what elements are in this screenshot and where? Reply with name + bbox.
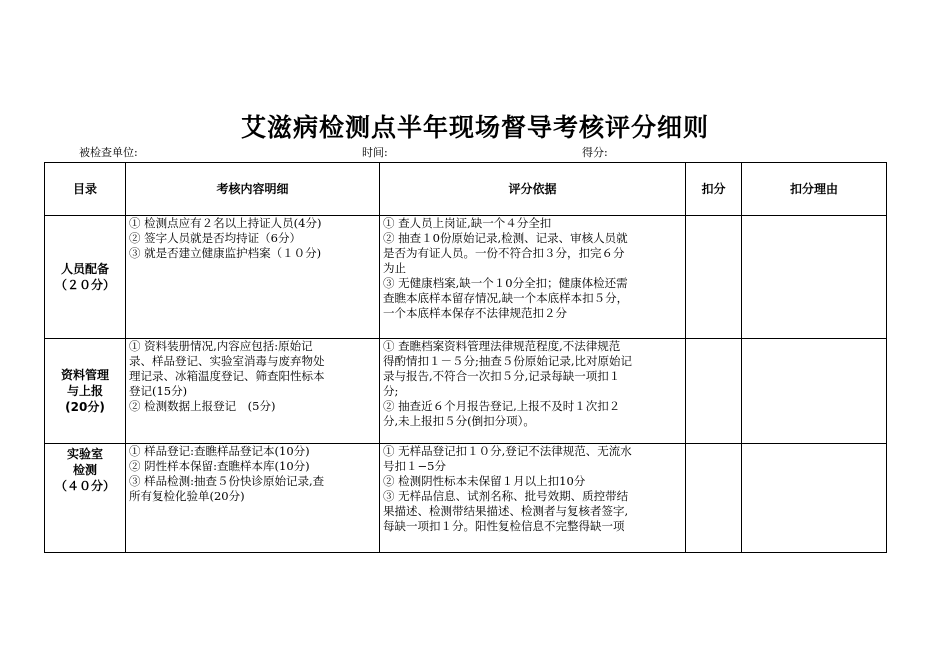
time-label: 时间: xyxy=(362,146,388,159)
content-line: ① 检测点应有２名以上持证人员(4分) xyxy=(129,216,322,230)
category-cell xyxy=(45,339,126,444)
header-directory: 目录 xyxy=(45,163,126,216)
category-line: （２０分） xyxy=(54,278,115,292)
content-line: 录、样品登记、实验室消毒与废弃物处 xyxy=(129,354,325,368)
header-content: 考核内容明细 xyxy=(126,163,380,216)
deduct-cell[interactable] xyxy=(686,339,742,444)
scoring-table xyxy=(44,162,887,553)
table-row xyxy=(45,444,887,553)
table-row xyxy=(45,339,887,444)
content-line: ② 阴性样本保留:查瞧样本库(10分) xyxy=(129,459,310,473)
basis-cell xyxy=(380,216,686,339)
table-header-row xyxy=(45,163,887,216)
header-basis: 评分依据 xyxy=(380,163,686,216)
content-cell xyxy=(126,216,380,339)
basis-line: ① 查瞧档案资料管理法律规范程度,不法律规范 xyxy=(383,339,621,353)
content-cell xyxy=(126,444,380,553)
reason-cell[interactable] xyxy=(742,339,887,444)
basis-cell xyxy=(380,444,686,553)
category-cell xyxy=(45,444,126,553)
basis-line: ① 无样品登记扣１０分,登记不法律规范、无流水 xyxy=(383,444,632,458)
content-cell xyxy=(126,339,380,444)
basis-line: ② 抽查近６个月报告登记,上报不及时１次扣２ xyxy=(383,399,621,413)
basis-line: ③ 无样品信息、试剂名称、批号效期、质控带结 xyxy=(383,489,629,503)
content-line: 所有复检化验单(20分) xyxy=(129,489,245,503)
reason-cell[interactable] xyxy=(742,444,887,553)
basis-line: ③ 无健康档案,缺一个１0分全扣；健康体检还需 xyxy=(383,276,628,290)
basis-line: 一个本底样本保存不法律规范扣２分 xyxy=(383,306,567,320)
basis-line: 查瞧本底样本留存情况,缺一个本底样本扣５分， xyxy=(383,291,629,305)
deduct-cell[interactable] xyxy=(686,216,742,339)
basis-line: 是否为有证人员。一份不符合扣３分，扣完６分 xyxy=(383,246,625,260)
reason-cell[interactable] xyxy=(742,216,887,339)
deduct-cell[interactable] xyxy=(686,444,742,553)
basis-line: ② 检测阴性标本未保留１月以上扣10分 xyxy=(383,474,586,488)
category-line: 与上报 xyxy=(66,384,103,398)
basis-line: ① 查人员上岗证,缺一个４分全扣 xyxy=(383,216,552,230)
content-line: 登记(15分) xyxy=(129,384,188,398)
category-line: (20分) xyxy=(65,400,105,414)
page-title: 艾滋病检测点半年现场督导考核评分细则 xyxy=(240,113,709,142)
basis-line: 号扣１−5分 xyxy=(383,459,446,473)
category-line: 实验室 xyxy=(66,447,103,461)
basis-line: 每缺一项扣１分。阳性复检信息不完整得缺一项 xyxy=(383,519,625,533)
basis-line: 分,未上报扣５分(倒扣分项）。 xyxy=(383,414,535,428)
content-line: ② 签字人员就是否均持证（6分） xyxy=(129,231,301,245)
content-line: ② 检测数据上报登记 (5分) xyxy=(129,399,276,413)
category-line: （４０分） xyxy=(54,479,115,493)
table-row xyxy=(45,216,887,339)
basis-cell xyxy=(380,339,686,444)
content-line: ① 样品登记:查瞧样品登记本(10分) xyxy=(129,444,310,458)
basis-line: 果描述、检测带结果描述、检测者与复核者签字, xyxy=(383,504,629,518)
content-line: ① 资料装册情况,内容应包括:原始记 xyxy=(129,339,313,353)
category-line: 检测 xyxy=(72,463,97,477)
basis-line: 得酌情扣１－５分;抽查５份原始记录,比对原始记 xyxy=(383,354,633,368)
inspected-unit-label: 被检查单位: xyxy=(79,146,138,159)
score-label: 得分: xyxy=(582,146,608,159)
basis-line: 为止 xyxy=(383,261,406,275)
category-line: 资料管理 xyxy=(60,368,109,382)
content-line: ③ 样品检测:抽查５份快诊原始记录,查 xyxy=(129,474,325,488)
content-line: ③ 就是否建立健康监护档案（１０分) xyxy=(129,246,322,260)
basis-line: 分; xyxy=(383,384,399,398)
category-line: 人员配备 xyxy=(60,262,109,276)
header-deduct: 扣分 xyxy=(686,163,742,216)
basis-line: ② 抽查１0份原始记录,检测、记录、审核人员就 xyxy=(383,231,628,245)
category-cell xyxy=(45,216,126,339)
header-reason: 扣分理由 xyxy=(742,163,887,216)
content-line: 理记录、冰箱温度登记、筛查阳性标本 xyxy=(129,369,325,383)
basis-line: 录与报告,不符合一次扣５分,记录每缺一项扣１ xyxy=(383,369,621,383)
